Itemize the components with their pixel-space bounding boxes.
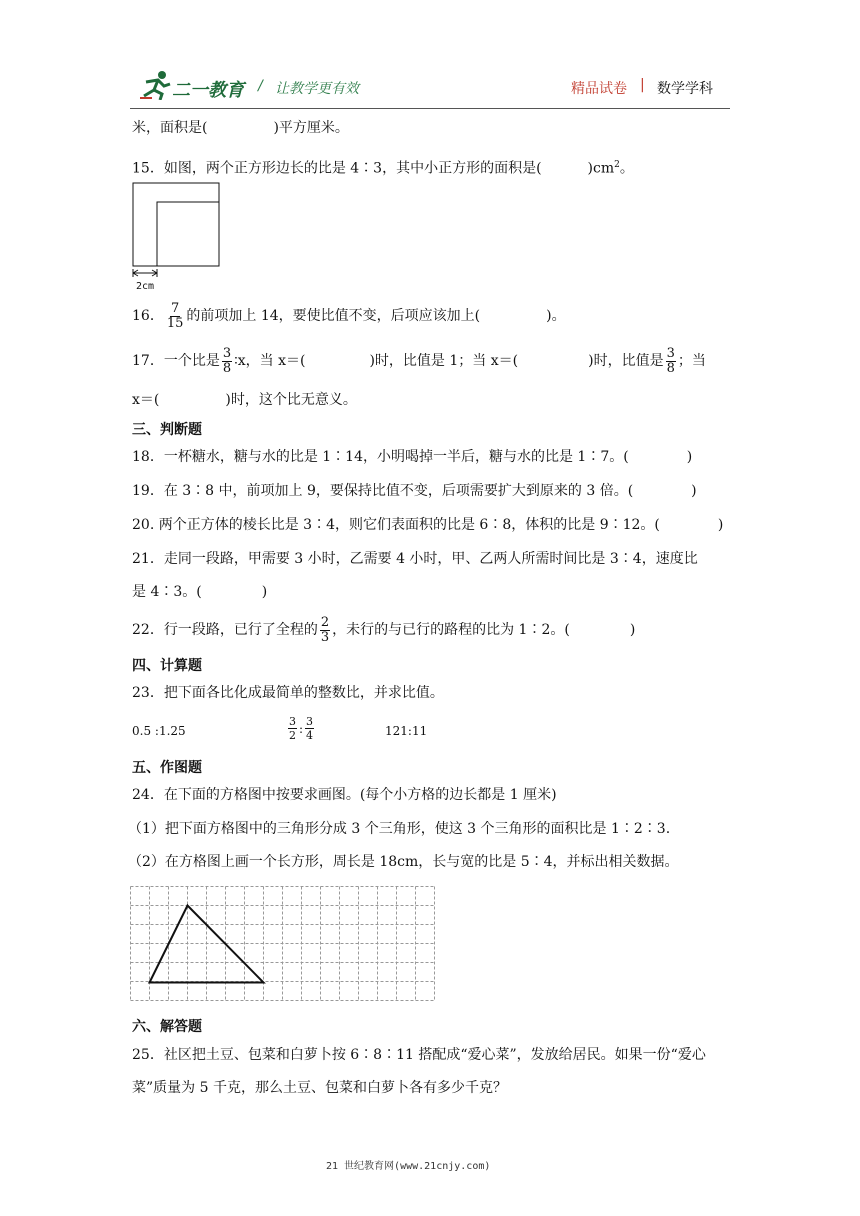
footer: 21 世纪教育网(www.21cnjy.com) (326, 1161, 491, 1172)
header-slogan: 让教学更有效 (275, 81, 359, 97)
q14-tail: 米，面积是( )平方厘米。 (132, 120, 349, 136)
subject-label: 数学学科 (657, 81, 713, 97)
q16: 16． $\frac{7}{15}$ 的前项加上 14，要使比值不变，后项应该加上( )。 (132, 300, 566, 331)
q15: 15．如图，两个正方形边长的比是 4∶3，其中小正方形的面积是( )$cm^2$。 (132, 160, 634, 177)
section-title-answers: 六、解答题 (132, 1019, 202, 1035)
q15-squares-figure (130, 180, 225, 292)
q24: 24．在下面的方格图中按要求画图。(每个小方格的边长都是 1 厘米) (132, 787, 557, 803)
header (0, 0, 860, 115)
q18: 18．一杯糖水，糖与水的比是 1∶14，小明喝掉一半后，糖与水的比是 1∶7。( ) (132, 449, 693, 465)
q23-item-1: 0.5 :1.25 (132, 724, 186, 738)
section-title-drawing: 五、作图题 (132, 760, 202, 776)
q23-item-2: $\frac{3}{2}$ : $\frac{3}{4}$ (289, 715, 314, 742)
paper-type: 精品试卷 (571, 81, 627, 97)
q19: 19．在 3∶8 中，前项加上 9，要保持比值不变，后项需要扩大到原来的 3 倍。( ) (132, 483, 697, 499)
q25-line2: 菜”质量为 5 千克，那么土豆、包菜和白萝卜各有多少千克？ (132, 1080, 507, 1096)
q15-figure-label: 2cm (136, 281, 155, 292)
section-title-calculation: 四、计算题 (132, 658, 202, 674)
header-separator: / (258, 78, 263, 94)
q25-line1: 25．社区把土豆、包菜和白萝卜按 6∶8∶11 搭配成“爱心菜”，发放给居民。如果一份“爱心 (132, 1047, 706, 1063)
q23-item-3: 121:11 (385, 724, 428, 738)
q20: 20. 两个正方体的棱长比是 3∶4，则它们表面积的比是 6∶8，体积的比是 9∶12。( ) (132, 517, 724, 533)
q24-part2: （2）在方格图上画一个长方形，周长是 18cm，长与宽的比是 5∶4，并标出相关数据。 (128, 854, 679, 870)
q17-line2: x＝( )时，这个比无意义。 (132, 392, 357, 408)
runner-logo-icon (138, 70, 174, 100)
q17-line1: 17．一个比是 $\frac{3}{8}$ ∶x，当 x＝( )时，比值是 1；当 x＝( )时，比值是 $\frac{3}{8}$ ；当 (132, 345, 706, 376)
logo-text: 二一教育 (172, 80, 244, 101)
q21-line1: 21．走同一段路，甲需要 3 小时，乙需要 4 小时，甲、乙两人所需时间比是 3∶4，速度比 (132, 551, 698, 567)
q22: 22．行一段路，已行了全程的 $\frac{2}{3}$ ，未行的与已行的路程的比为 1∶2。( ) (132, 614, 636, 645)
grid-figure (128, 884, 440, 1008)
q21-line2: 是 4∶3。( ) (132, 584, 268, 600)
header-divider: | (640, 77, 645, 93)
q24-part1: （1）把下面方格图中的三角形分成 3 个三角形，使这 3 个三角形的面积比是 1∶2∶3. (128, 821, 671, 837)
section-title-judgement: 三、判断题 (132, 422, 202, 438)
header-rule (130, 108, 730, 109)
q23: 23．把下面各比化成最简单的整数比，并求比值。 (132, 685, 444, 701)
